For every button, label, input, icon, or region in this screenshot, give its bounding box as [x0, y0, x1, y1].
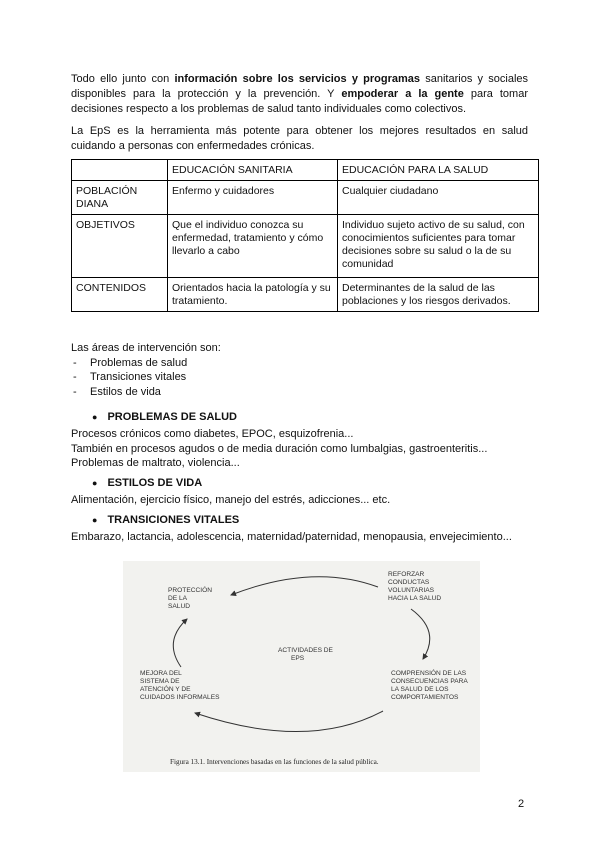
areas-block [71, 341, 221, 399]
label-line: CUIDADOS INFORMALES [140, 694, 220, 701]
table-header-row [72, 160, 539, 181]
list-item: - Problemas de salud [71, 356, 221, 371]
comparison-table [71, 159, 539, 312]
intro-text-b: sanitarios y sociales disponibles para la protección y la prevención. Y [71, 73, 529, 100]
arc-right [411, 609, 430, 659]
intro-bold-info: información sobre los servicios y programas [174, 73, 421, 85]
table-cell: POBLACIÓN DIANA [72, 181, 168, 215]
label-line: PROTECCIÓN [168, 587, 212, 594]
section-title-text: ESTILOS DE VIDA [107, 477, 203, 489]
list-item: - Transiciones vitales [71, 370, 221, 385]
section-body-estilos [71, 493, 390, 508]
label-line: CONDUCTAS [388, 579, 430, 586]
section-title-transiciones [92, 514, 239, 526]
table-row [72, 278, 539, 312]
areas-intro: Las áreas de intervención son: [71, 342, 221, 354]
section-title-estilos [92, 477, 202, 489]
table-header-cell [72, 160, 168, 181]
intro-bold-empoderar: empoderar a la gente [341, 88, 464, 100]
label-line: SISTEMA DE [140, 678, 180, 685]
arc-top [231, 577, 378, 595]
label-line: COMPRENSIÓN DE LAS [391, 670, 467, 677]
label-bottom-left [140, 670, 220, 701]
table-row [72, 181, 539, 215]
label-line: ACTIVIDADES DE [278, 647, 333, 654]
label-line: EPS [291, 655, 305, 662]
eps-cycle-figure [123, 561, 480, 772]
section-body-problemas [71, 427, 487, 471]
label-center [278, 647, 335, 662]
label-line: ATENCIÓN Y DE [140, 686, 191, 693]
section-line: Alimentación, ejercicio físico, manejo del estrés, adicciones... etc. [71, 494, 391, 506]
label-line: HACIA LA SALUD [388, 595, 442, 602]
page-number: 2 [518, 798, 525, 810]
arc-bottom [195, 711, 383, 732]
label-line: MEJORA DEL [140, 670, 182, 677]
bullet-icon: ● [92, 412, 98, 422]
arc-left [173, 619, 187, 667]
label-line: SALUD [168, 603, 190, 610]
section-line: Embarazo, lactancia, adolescencia, maternidad/paternidad, menopausia, envejecimiento... [71, 531, 512, 543]
table-cell: Cualquier ciudadano [338, 181, 539, 215]
section-line: Problemas de maltrato, violencia... [71, 457, 240, 469]
intro-text-a: Todo ello junto con [71, 73, 175, 85]
section-body-transiciones [71, 530, 512, 545]
section-line: También en procesos agudos o de media duración como lumbalgias, gastroenteritis... [71, 442, 488, 455]
section-title-problemas [92, 411, 237, 423]
table-header-cell: EDUCACIÓN PARA LA SALUD [338, 160, 539, 181]
intro-paragraph-2: La EpS es la herramienta más potente para obtener los mejores resultados en salud cuidando a personas con enfermedades crónicas. [71, 125, 528, 152]
bullet-icon: ● [92, 515, 98, 525]
table-cell: Individuo sujeto activo de su salud, con conocimientos suficientes para tomar decisiones sobre su salud o la de su comunidad [338, 215, 539, 278]
label-bottom-right [391, 668, 469, 701]
label-line: REFORZAR [388, 571, 425, 578]
label-line: VOLUNTARIAS [388, 587, 435, 594]
table-cell: Enfermo y cuidadores [168, 181, 338, 215]
section-title-text: TRANSICIONES VITALES [107, 514, 240, 526]
areas-list [71, 356, 221, 400]
table-cell: CONTENIDOS [72, 278, 168, 312]
table-cell: Determinantes de la salud de las poblaciones y los riesgos derivados. [338, 278, 539, 312]
intro-text-c: para tomar decisiones respecto a los problemas de salud tanto individuales como colectivos. [71, 88, 528, 115]
list-item: - Estilos de vida [71, 385, 221, 400]
table-row [72, 215, 539, 278]
section-line: Procesos crónicos como diabetes, EPOC, esquizofrenia... [71, 428, 354, 440]
table-header-cell: EDUCACIÓN SANITARIA [168, 160, 338, 181]
bullet-icon: ● [92, 478, 98, 488]
label-line: DE LA [168, 595, 187, 602]
label-top-right [388, 571, 441, 602]
label-line: LA SALUD DE LOS [391, 686, 449, 693]
figure-caption: Figura 13.1. Intervenciones basadas en las funciones de la salud pública. [170, 758, 379, 766]
section-title-text: PROBLEMAS DE SALUD [107, 411, 237, 423]
intro-paragraph-1 [71, 72, 528, 117]
label-line: CONSECUENCIAS PARA [391, 678, 468, 685]
table-cell: OBJETIVOS [72, 215, 168, 278]
eps-cycle-diagram [123, 561, 480, 772]
table-cell: Orientados hacia la patología y su tratamiento. [168, 278, 338, 312]
label-top-left [168, 585, 214, 610]
table-cell: Que el individuo conozca su enfermedad, tratamiento y cómo llevarlo a cabo [168, 215, 338, 278]
label-line: COMPORTAMIENTOS [391, 694, 459, 701]
